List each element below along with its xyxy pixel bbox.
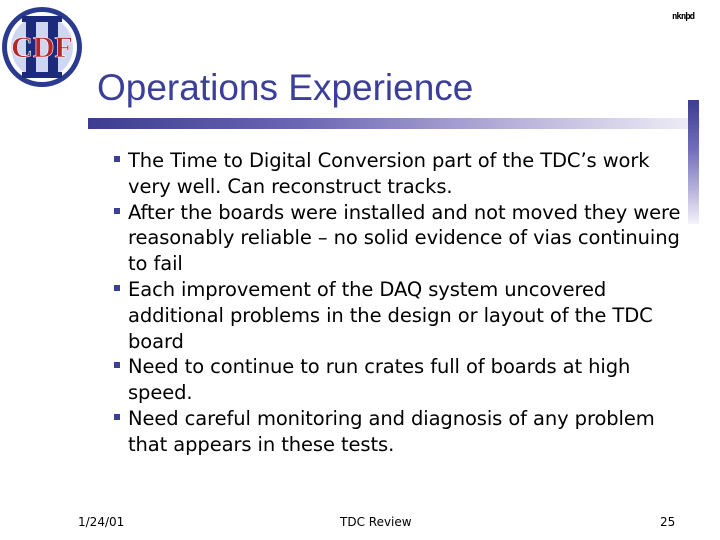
bullet-square-icon xyxy=(114,414,120,420)
bullet-text: The Time to Digital Conversion part of the TDC’s work very well. Can reconstruct tracks. xyxy=(128,149,650,198)
bullet-square-icon xyxy=(114,285,120,291)
title-rule-horizontal xyxy=(88,118,700,129)
bullet-item xyxy=(96,277,696,354)
page-number: 25 xyxy=(660,515,676,529)
bullet-square-icon xyxy=(114,362,120,368)
bullet-list xyxy=(96,148,696,458)
bullet-text: Each improvement of the DAQ system uncovered additional problems in the design or layout of the TDC board xyxy=(128,277,653,353)
cdf-logo-icon xyxy=(0,4,86,90)
navigation-mark: nknþd xyxy=(672,12,695,22)
bullet-text: Need to continue to run crates full of boards at high speed. xyxy=(128,355,631,405)
bullet-text: After the boards were installed and not moved they were reasonably reliable – no solid evidence of vias continuing to fail xyxy=(128,200,681,276)
bullet-square-icon xyxy=(114,208,120,214)
bullet-item xyxy=(96,354,696,406)
footer-title: TDC Review xyxy=(340,515,412,529)
cdf-logo xyxy=(0,4,86,90)
bullet-item xyxy=(96,148,696,200)
bullet-text: Need careful monitoring and diagnosis of any problem that appears in these tests. xyxy=(128,406,655,456)
footer-date: 1/24/01 xyxy=(78,515,125,529)
slide-title: Operations Experience xyxy=(97,67,474,108)
bullet-item xyxy=(96,200,696,277)
svg-text:CDF: CDF xyxy=(11,31,73,64)
bullet-square-icon xyxy=(114,156,120,162)
bullet-item xyxy=(96,406,696,458)
